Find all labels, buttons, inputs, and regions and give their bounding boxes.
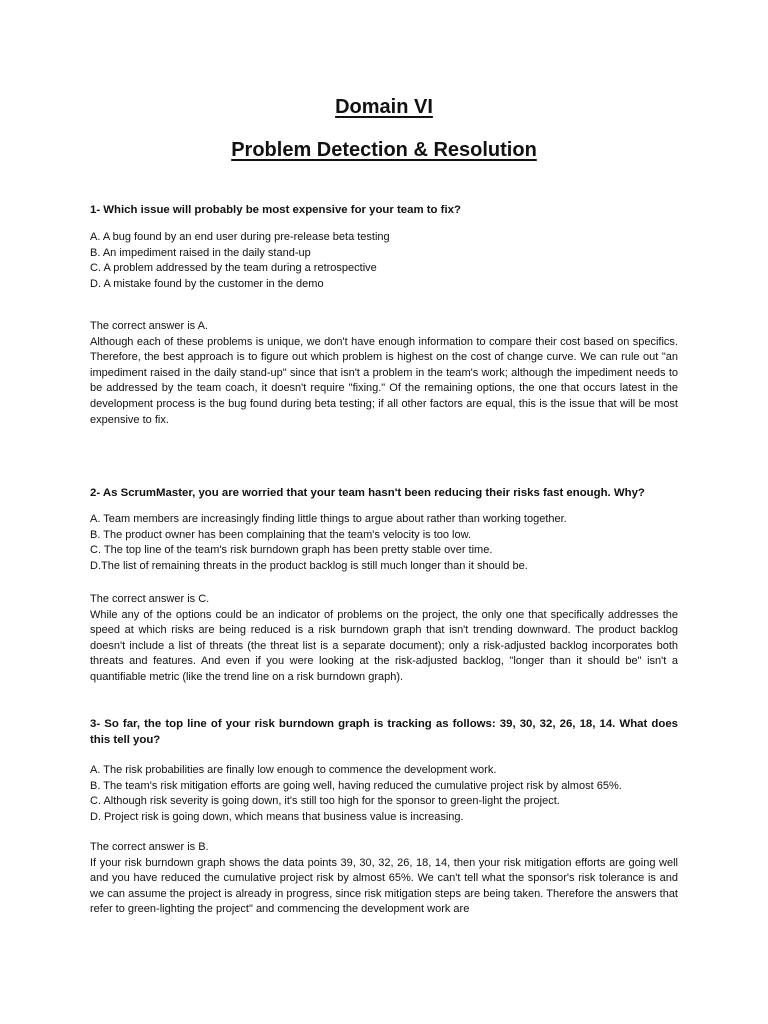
question-1-options xyxy=(90,230,678,292)
option-c: C. The top line of the team's risk burndown graph has been pretty stable over time. xyxy=(90,544,493,557)
correct-answer: The correct answer is B. xyxy=(90,841,209,853)
section-heading: Problem Detection & Resolution xyxy=(231,139,537,161)
answer-explanation: If your risk burndown graph shows the data points 39, 30, 32, 26, 18, 14, then your risk mitigation efforts are going well and you have reduced the cumulative project risk by almost 65%. We can't tell what the sponsor's risk tolerance is and we can assume the project is already in progress, since risk mitigation steps are being taken. Therefore the answers that refer to green-lighting the project" and commencing the development work are xyxy=(90,856,678,916)
option-b: B. The product owner has been complaining that the team's velocity is too low. xyxy=(90,528,471,541)
question-3-prompt: 3- So far, the top line of your risk burndown graph is tracking as follows: 39, 30, 32, 26, 18, 14. What does this tell you? xyxy=(90,718,678,746)
answer-explanation: Although each of these problems is unique, we don't have enough information to compare their cost based on specifics. Therefore, the best approach is to figure out which problem is highest on the cost of change curve. We can rule out "an impediment raised in the daily stand-up" since that isn't a problem in the team's work; although the impediment needs to be addressed by the team coach, it doesn't require "fixing." Of the remaining options, the one that occurs latest in the development process is the bug found during beta testing; if all other factors are equal, this is the issue that will be most expensive to fix. xyxy=(90,335,678,426)
option-c: C. Although risk severity is going down, it's still too high for the sponsor to green-light the project. xyxy=(90,795,560,808)
option-b: B. An impediment raised in the daily stand-up xyxy=(90,246,311,259)
answer-explanation: While any of the options could be an indicator of problems on the project, the only one that specifically addresses the speed at which risks are being reduced is a risk burndown graph that isn't trending downward. The product backlog doesn't include a list of threats (the threat list is a separate document); only a risk-adjusted backlog incorporates both threats and features. And even if you were looking at the risk-adjusted backlog, "longer than it should be" isn't a quantifiable metric (like the trend line on a risk burndown graph). xyxy=(90,608,678,683)
option-d: D.The list of remaining threats in the product backlog is still much longer than it should be. xyxy=(90,559,528,572)
domain-heading: Domain VI xyxy=(335,96,433,118)
question-3-options xyxy=(90,763,678,825)
option-c: C. A problem addressed by the team during a retrospective xyxy=(90,262,377,275)
correct-answer: The correct answer is A. xyxy=(90,320,208,332)
option-d: D. A mistake found by the customer in the demo xyxy=(90,277,324,290)
option-b: B. The team's risk mitigation efforts are going well, having reduced the cumulative project risk by almost 65%. xyxy=(90,779,622,792)
option-a: A. The risk probabilities are finally low enough to commence the development work. xyxy=(90,764,497,776)
option-a: A. A bug found by an end user during pre-release beta testing xyxy=(90,231,390,243)
option-a: A. Team members are increasingly finding little things to argue about rather than working together. xyxy=(90,513,567,525)
question-1-prompt: 1- Which issue will probably be most expensive for your team to fix? xyxy=(90,204,461,216)
option-d: D. Project risk is going down, which means that business value is increasing. xyxy=(90,810,464,823)
correct-answer: The correct answer is C. xyxy=(90,593,210,605)
question-1-answer-block xyxy=(90,319,678,428)
question-2-options xyxy=(90,512,678,574)
question-2-answer-block xyxy=(90,592,678,686)
question-3-answer-block xyxy=(90,840,678,918)
question-2-prompt: 2- As ScrumMaster, you are worried that your team hasn't been reducing their risks fast enough. Why? xyxy=(90,487,645,499)
